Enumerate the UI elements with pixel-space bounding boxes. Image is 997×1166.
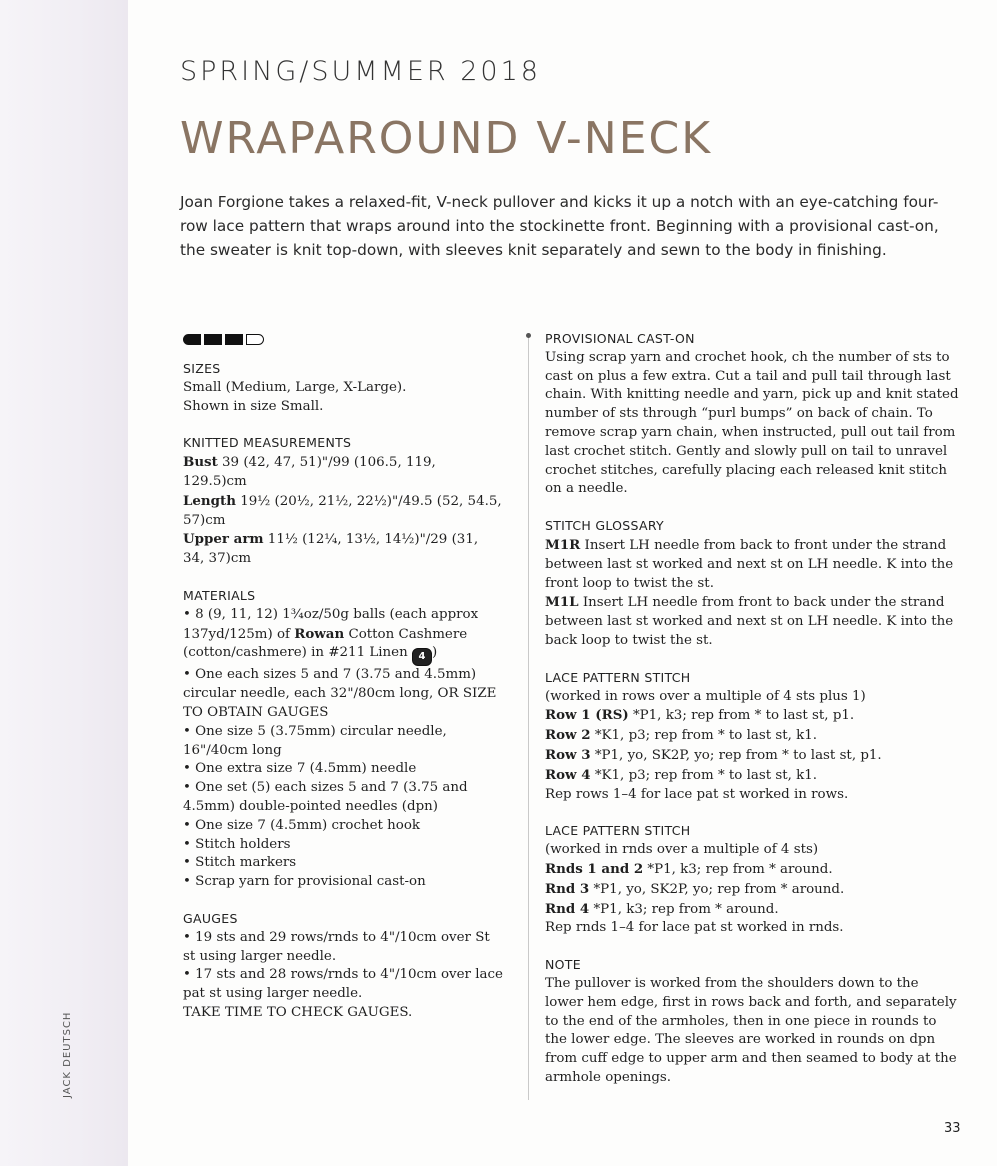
sizes-shown: Shown in size Small. (183, 398, 324, 414)
material-item: • Stitch markers (183, 855, 297, 871)
rnd-text: *P1, k3; rep from * around. (643, 861, 833, 877)
lace-rnds-heading: LACE PATTERN STITCH (545, 823, 691, 839)
length-value: 19½ (20½, 21½, 22½)"/49.5 (52, 54.5, 57)cm (183, 493, 502, 528)
skill-bar-empty (246, 334, 264, 345)
material-yarn-post: Cotton Cashmere (cotton/cashmere) in #211 Linen (183, 626, 468, 661)
provisional-heading: PROVISIONAL CAST-ON (545, 331, 695, 346)
materials-section (183, 587, 503, 892)
row-label: Row 2 (545, 727, 591, 744)
m1r-label: M1R (545, 536, 581, 553)
m1l-label: M1L (545, 594, 579, 611)
note-section (545, 956, 960, 1088)
lace-row (545, 706, 960, 726)
note-text: The pullover is worked from the shoulders down to the lower hem edge, first in rows back and forth, and separately to the end of the armholes, then in one piece in rounds to the lower edge. The sleeves are worked in rounds on dpn from cuff edge to upper arm and then seamed to body at the armhole openings. (545, 975, 957, 1085)
gauge-item: • 17 sts and 28 rows/rnds to 4"/10cm over lace pat st using larger needle. (183, 967, 503, 1002)
glossary-m1l (545, 593, 960, 650)
measurements-section (183, 434, 503, 569)
provisional-section (545, 330, 960, 499)
skill-bar-filled (225, 334, 243, 345)
row-text: *K1, p3; rep from * to last st, k1. (590, 767, 818, 783)
length-measurement (183, 492, 503, 531)
upper-arm-value: 11½ (12¼, 13½, 14½)"/29 (31, 34, 37)cm (183, 532, 479, 567)
rnd-label: Rnds 1 and 2 (545, 860, 644, 877)
sizes-line: Small (Medium, Large, X-Large). (183, 379, 407, 395)
left-margin-band (0, 0, 128, 1166)
lace-row (545, 726, 960, 746)
row-text: *K1, p3; rep from * to last st, k1. (590, 728, 818, 744)
skill-bar-filled (183, 334, 201, 345)
skill-level-icon (183, 332, 503, 346)
rnd-text: *P1, yo, SK2P, yo; rep from * around. (589, 881, 845, 897)
yarn-brand: Rowan (294, 625, 345, 642)
glossary-heading: STITCH GLOSSARY (545, 518, 664, 534)
material-item: • One set (5) each sizes 5 and 7 (3.75 and 4.5mm) double-pointed needles (dpn) (183, 780, 468, 814)
lace-rnds-repeat: Rep rnds 1–4 for lace pat st worked in rnds. (545, 920, 844, 936)
photo-credit: JACK DEUTSCH (62, 1011, 73, 1098)
gauge-item: • 19 sts and 29 rows/rnds to 4"/10cm over St st using larger needle. (183, 929, 490, 964)
measurements-heading: KNITTED MEASUREMENTS (183, 435, 352, 451)
sizes-heading: SIZES (183, 361, 221, 376)
lace-rnds-sub: (worked in rnds over a multiple of 4 sts) (545, 842, 819, 858)
lace-rows-heading: LACE PATTERN STITCH (545, 669, 691, 685)
lace-rnd (545, 860, 960, 880)
bust-value: 39 (42, 47, 51)"/99 (106.5, 119, 129.5)cm (183, 455, 436, 489)
material-item: • One each sizes 5 and 7 (3.75 and 4.5mm) circular needle, each 32"/80cm long, OR SIZE TO OBTAIN GAUGES (183, 667, 497, 720)
material-item: • Stitch holders (183, 836, 291, 852)
m1r-text: Insert LH needle from back to front under the strand between last st worked and next st on LH needle. K into the front loop to twist the st. (545, 537, 954, 591)
lace-row (545, 766, 960, 786)
page-number: 33 (944, 1121, 961, 1136)
rnd-label: Rnd 3 (545, 880, 590, 897)
glossary-section (545, 517, 960, 651)
material-item: • One size 7 (4.5mm) crochet hook (183, 817, 421, 833)
rnd-label: Rnd 4 (545, 900, 590, 917)
right-column (545, 330, 960, 1106)
lace-rows-sub: (worked in rows over a multiple of 4 sts plus 1) (545, 688, 866, 704)
glossary-m1r (545, 536, 960, 593)
row-label: Row 3 (545, 746, 591, 763)
lace-rnd (545, 880, 960, 900)
row-label: Row 1 (RS) (545, 707, 629, 724)
row-text: *P1, yo, SK2P, yo; rep from * to last st, p1. (590, 747, 882, 763)
pattern-title: WRAPAROUND V-NECK (180, 113, 713, 164)
row-label: Row 4 (545, 766, 591, 783)
row-text: *P1, k3; rep from * to last st, p1. (628, 708, 855, 724)
skill-bar-filled (204, 334, 222, 345)
divider-dot (526, 333, 531, 338)
upper-arm-measurement (183, 530, 503, 569)
lace-rows-repeat: Rep rows 1–4 for lace pat st worked in rows. (545, 786, 849, 802)
intro-paragraph: Joan Forgione takes a relaxed-fit, V-neck pullover and kicks it up a notch with an eye-catching four-row lace pattern that wraps around into the stockinette front. Beginning with a provisional cast-on, the sweater is knit top-down, with sleeves knit separately and sewn to the body in finishing. (180, 193, 939, 259)
lace-row (545, 746, 960, 766)
gauges-heading: GAUGES (183, 910, 238, 926)
upper-arm-label: Upper arm (183, 531, 264, 548)
season-label: SPRING/SUMMER 2018 (180, 56, 541, 87)
m1l-text: Insert LH needle from front to back under the strand between last st worked and next st on LH needle. K into the back loop to twist the st. (545, 595, 954, 648)
bust-measurement (183, 453, 503, 492)
bust-label: Bust (183, 454, 218, 471)
lace-rnds-section (545, 822, 960, 938)
material-yarn-pre: • 8 (9, 11, 12) 1¾oz/50g balls (each approx 137yd/125m) of (183, 606, 479, 642)
lace-rnd (545, 900, 960, 920)
note-heading: NOTE (545, 957, 581, 973)
material-item: • One size 5 (3.75mm) circular needle, 16"/40cm long (183, 723, 447, 758)
gauge-check: TAKE TIME TO CHECK GAUGES. (183, 1004, 413, 1020)
yarn-weight-icon: 4 (412, 648, 432, 666)
material-item: • One extra size 7 (4.5mm) needle (183, 761, 417, 777)
gauges-section (183, 910, 503, 1023)
rnd-text: *P1, k3; rep from * around. (589, 901, 779, 917)
material-item: • 8 (9, 11, 12) 1¾oz/50g balls (each approx 137yd/125m) of Rowan Cotton Cashmere (cotton/cashmere) in #211 Linen 4 ) (183, 606, 503, 667)
length-label: Length (183, 492, 236, 509)
column-divider (528, 335, 529, 1100)
materials-heading: MATERIALS (183, 587, 256, 603)
material-item: • Scrap yarn for provisional cast-on (183, 874, 426, 890)
lace-rows-section (545, 669, 960, 805)
sizes-section (183, 360, 503, 416)
provisional-text: Using scrap yarn and crochet hook, ch the number of sts to cast on plus a few extra. Cut a tail and pull tail through last chain. With knitting needle and yarn, pick up and knit stated number of sts through “purl bumps” on back of chain. To remove scrap yarn chain, when instructed, pull out tail from last crochet stitch. Gently and slowly pull on tail to unravel crochet stitches, carefully placing each released knit stitch on a needle. (545, 349, 959, 497)
left-column (183, 332, 503, 1041)
